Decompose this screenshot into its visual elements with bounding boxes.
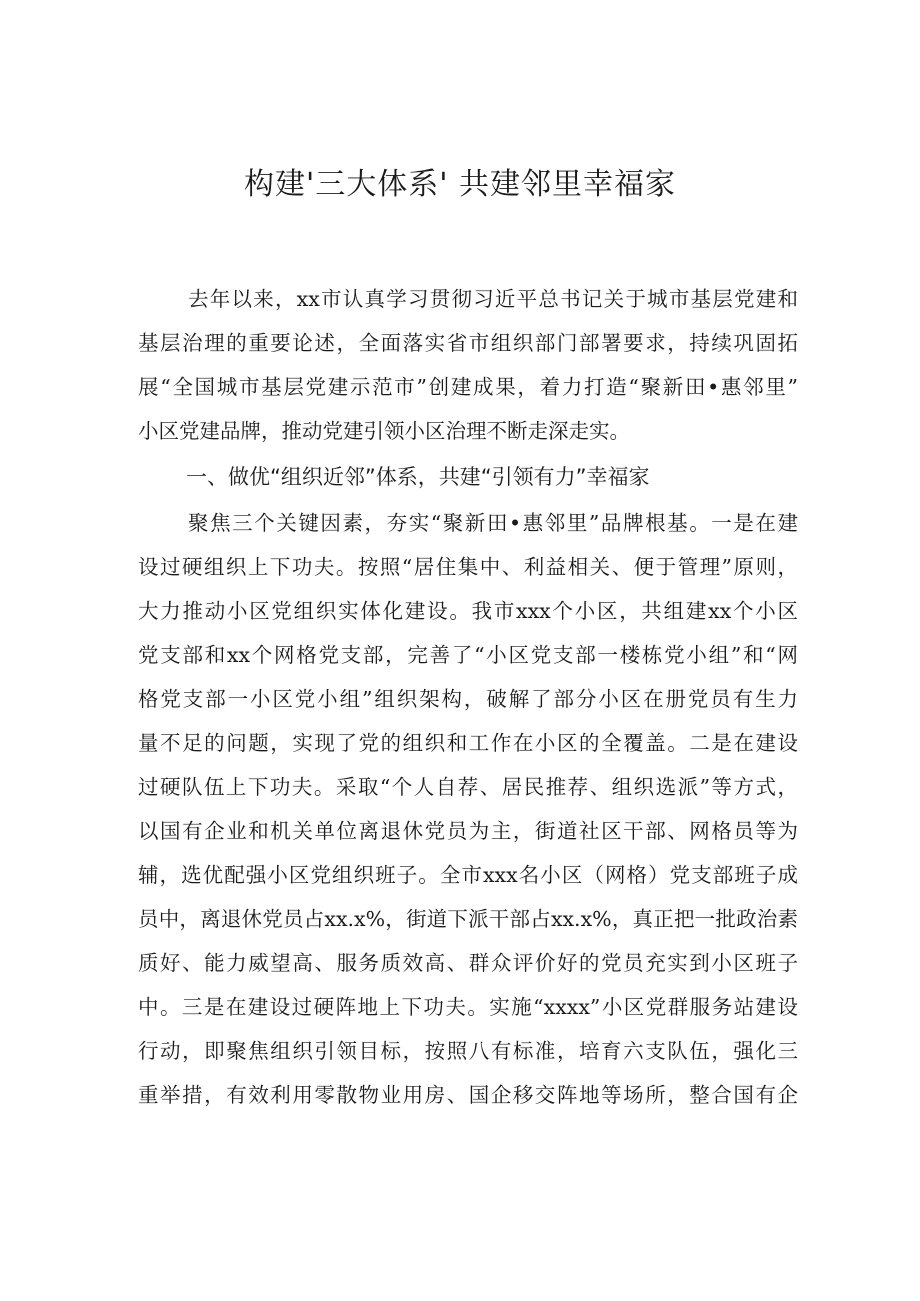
section-line: 格党支部一小区党小组”组织架构，破解了部分小区在册党员有生力 (138, 687, 798, 711)
intro-line: 去年以来，xx市认真学习贯彻习近平总书记关于城市基层党建和 (188, 287, 798, 311)
document-body (138, 277, 798, 1117)
section-line: 设过硬组织上下功夫。按照“居住集中、利益相关、便于管理”原则， (138, 555, 798, 579)
section-line: 过硬队伍上下功夫。采取“个人自荐、居民推荐、组织选派”等方式， (138, 775, 798, 799)
section-line: 重举措，有效利用零散物业用房、国企移交阵地等场所，整合国有企 (138, 1083, 798, 1107)
section-line: 大力推动小区党组织实体化建设。我市xxx个小区，共组建xx个小区 (138, 599, 798, 623)
section-line: 聚焦三个关键因素，夯实“聚新田•惠邻里”品牌根基。一是在建 (188, 511, 798, 535)
section-line: 量不足的问题，实现了党的组织和工作在小区的全覆盖。二是在建设 (138, 731, 798, 755)
section-line: 员中，离退休党员占xx.x%，街道下派干部占xx.x%，真正把一批政治素 (138, 907, 798, 931)
section-line: 中。三是在建设过硬阵地上下功夫。实施“xxxx”小区党群服务站建设 (138, 995, 798, 1019)
section-heading: 一、做优“组织近邻”体系，共建“引领有力”幸福家 (186, 465, 650, 489)
intro-line: 小区党建品牌，推动党建引领小区治理不断走深走实。 (138, 419, 630, 443)
section-line: 党支部和xx个网格党支部，完善了“小区党支部一楼栋党小组”和“网 (138, 643, 798, 667)
section-line: 辅，选优配强小区党组织班子。全市xxx名小区（网格）党支部班子成 (138, 863, 798, 887)
intro-line: 基层治理的重要论述，全面落实省市组织部门部署要求，持续巩固拓 (138, 331, 798, 355)
section-line: 行动，即聚焦组织引领目标，按照八有标准，培育六支队伍，强化三 (138, 1039, 798, 1063)
section-line: 以国有企业和机关单位离退休党员为主，街道社区干部、网格员等为 (138, 819, 798, 843)
section-line: 质好、能力威望高、服务质效高、群众评价好的党员充实到小区班子 (138, 951, 798, 975)
intro-line: 展“全国城市基层党建示范市”创建成果，着力打造“聚新田•惠邻里” (138, 375, 798, 399)
document-title: 构建'三大体系' 共建邻里幸福家 (243, 167, 677, 202)
